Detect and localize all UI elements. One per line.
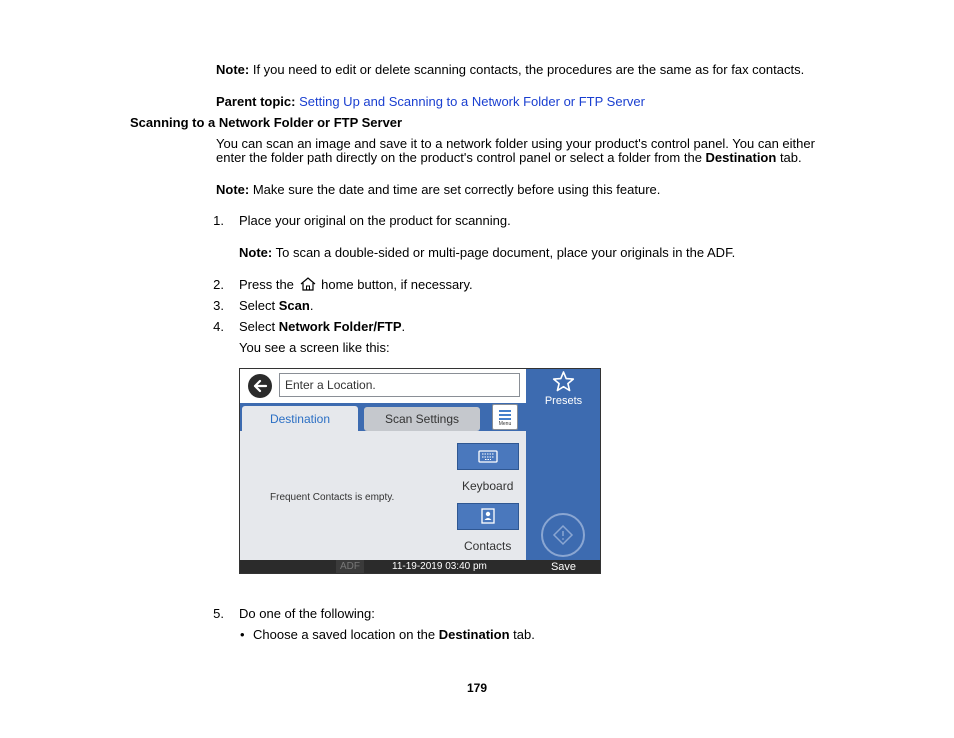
step-3-text [239, 298, 313, 314]
save-label: Save [526, 560, 601, 574]
intro-line-2 [216, 150, 802, 166]
contacts-icon [458, 504, 518, 529]
star-icon [526, 369, 601, 395]
menu-button[interactable] [492, 404, 518, 430]
step-4-subtext: You see a screen like this: [239, 340, 390, 355]
step-1-text: Place your original on the product for scanning. [239, 213, 511, 228]
step-number: 5. [213, 606, 224, 621]
date-time: 11-19-2019 03:40 pm [392, 561, 487, 572]
contacts-label: Contacts [464, 539, 512, 553]
adf-indicator: ADF [336, 560, 364, 574]
control-panel-screen [239, 368, 601, 574]
intro-text-end: tab. [776, 150, 802, 165]
keyboard-label: Keyboard [462, 479, 514, 493]
bullet-post: tab. [509, 627, 535, 642]
step-3-post: . [309, 298, 314, 313]
location-bar [240, 369, 526, 403]
parent-topic-label: Parent topic: [216, 94, 296, 109]
bullet-bold: Destination [438, 627, 510, 642]
intro-text: enter the folder path directly on the product's control panel or select a folder from the [216, 150, 706, 165]
step-3-pre: Select [239, 298, 279, 313]
step-4-post: . [401, 319, 406, 334]
step-1-note [239, 245, 735, 261]
section-heading: Scanning to a Network Folder or FTP Server [130, 115, 403, 130]
step-2-pre: Press the [239, 277, 298, 292]
step-4-bold: Network Folder/FTP [278, 319, 402, 334]
back-arrow-icon[interactable] [248, 374, 272, 398]
note-label: Note: [239, 245, 273, 260]
bullet-icon: • [240, 627, 245, 642]
step-number: 2. [213, 277, 224, 292]
presets-button[interactable] [526, 369, 601, 411]
keyboard-icon [458, 444, 518, 469]
note-label: Note: [216, 182, 250, 197]
step-4-text [239, 319, 405, 335]
step-number: 4. [213, 319, 224, 334]
start-button[interactable] [541, 513, 585, 557]
step-number: 1. [213, 213, 224, 228]
side-panel [526, 369, 601, 573]
page-number: 179 [466, 681, 488, 695]
bullet-text [253, 627, 535, 643]
parent-topic-link[interactable]: Setting Up and Scanning to a Network Folder or FTP Server [299, 94, 645, 109]
note-text: To scan a double-sided or multi-page document, place your originals in the ADF. [272, 245, 736, 260]
step-3-bold: Scan [278, 298, 310, 313]
note-text: Make sure the date and time are set correctly before using this feature. [249, 182, 661, 197]
note-edit-contacts [216, 62, 804, 78]
home-icon [300, 277, 316, 295]
status-bar [240, 560, 526, 574]
step-5-text: Do one of the following: [239, 606, 375, 621]
step-number: 3. [213, 298, 224, 313]
presets-label: Presets [544, 395, 583, 407]
step-2-text [239, 277, 473, 295]
step-4-pre: Select [239, 319, 279, 334]
location-input[interactable]: Enter a Location. [279, 373, 520, 397]
menu-label: Menu [498, 421, 512, 427]
note-date-time [216, 182, 660, 198]
diamond-start-icon [543, 515, 583, 555]
frequent-contacts-empty: Frequent Contacts is empty. [270, 492, 395, 503]
note-label: Note: [216, 62, 250, 77]
intro-line-1: You can scan an image and save it to a network folder using your product's control panel. You can either [216, 136, 815, 151]
intro-destination-bold: Destination [705, 150, 777, 165]
note-text: If you need to edit or delete scanning contacts, the procedures are the same as for fax contacts. [249, 62, 805, 77]
contacts-button[interactable] [457, 503, 519, 530]
step-2-post: home button, if necessary. [317, 277, 473, 292]
tab-destination[interactable]: Destination [242, 406, 358, 434]
bullet-pre: Choose a saved location on the [253, 627, 439, 642]
parent-topic [216, 94, 645, 110]
tab-scan-settings[interactable]: Scan Settings [364, 407, 480, 431]
keyboard-button[interactable] [457, 443, 519, 470]
